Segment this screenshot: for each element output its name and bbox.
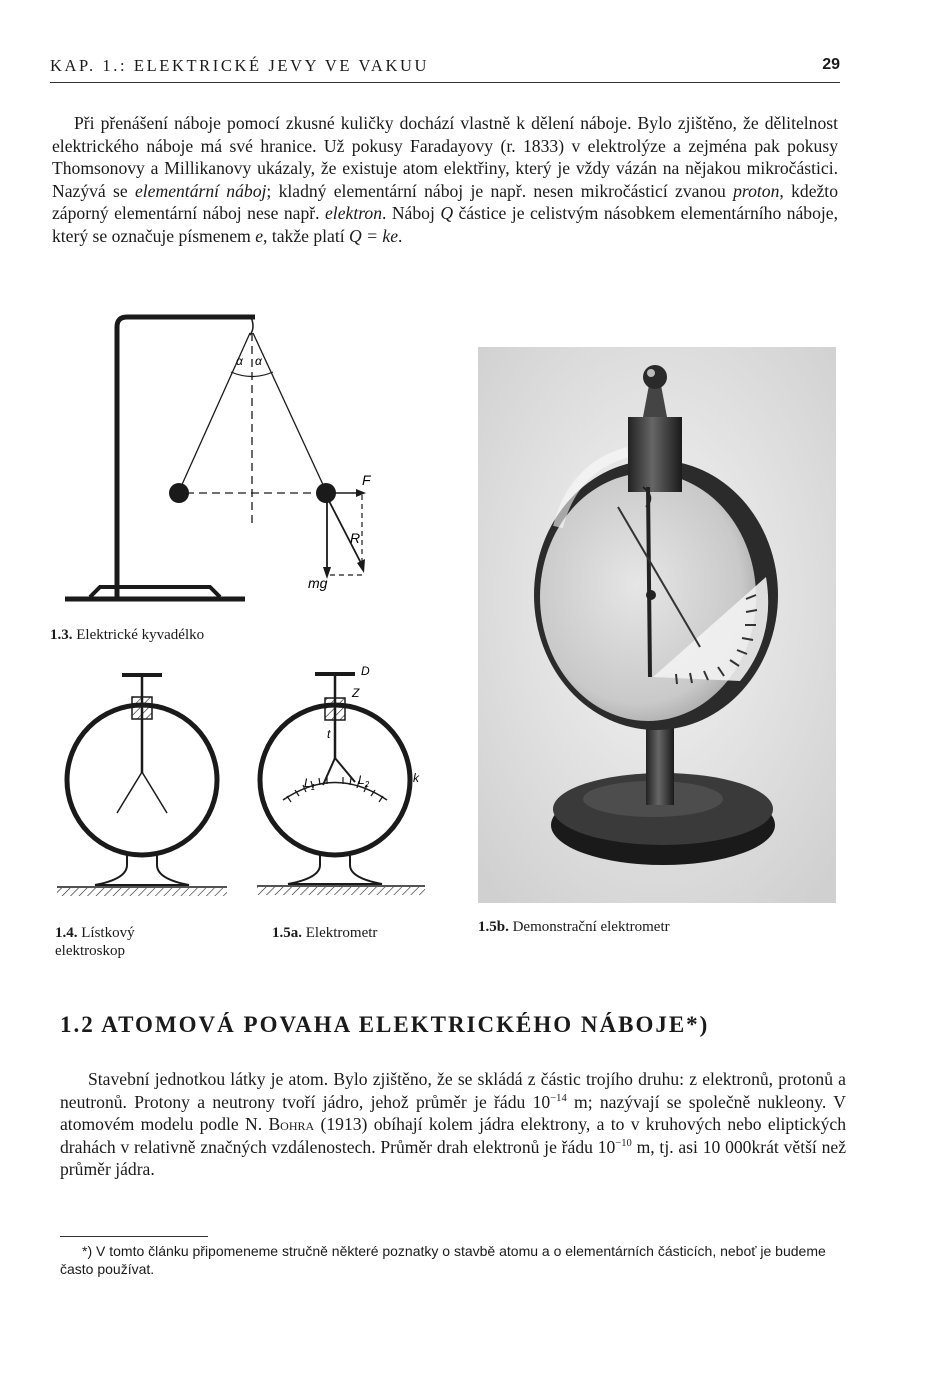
label-l1-sub: 1 [310,783,316,792]
label-weight: mg [308,575,328,591]
label-z: Z [352,686,360,700]
term-electron: elektron [325,203,382,223]
term-proton: proton [733,180,780,201]
exponent-minus-14: −14 [550,1092,567,1104]
body-text-2: m; nazývají se společně nukleony. V atomovém modelu podle N. [60,1091,846,1134]
caption-text: Elektrometr [302,925,378,941]
intro-text-7: . [398,225,403,246]
body-text-3: (1913) obíhají kolem jádra elektrony, a to v kruhových nebo eliptických drahách v relativně značných vzdálenostech. Průměr drah elektronů je řádu 10 [60,1114,846,1157]
var-q: Q [440,203,454,223]
label-alpha-right: α [255,354,262,368]
intro-text-6: , takže platí [263,225,350,246]
label-alpha-left: α [236,354,243,368]
body-text-1: Stavební jednotkou látky je atom. Bylo zjištěno, že se skládá z částic trojího druhu: z elektronů, protonů a neutronů. Protony a neutrony tvoří jádro, jehož průměr je řádu 10 [60,1069,846,1112]
running-head: KAP. 1.: ELEKTRICKÉ JEVY VE VAKUU [50,56,429,75]
caption-number: 1.5a. [272,925,302,941]
caption-text-line1: Lístkový [77,925,135,941]
term-elementary-charge: elementární náboj [134,180,267,201]
intro-text-5: částice je celistvým násobkem elementárního náboje, který se označuje písmenem [52,203,838,246]
page-number: 29 [822,56,840,73]
intro-text-4: . Náboj [382,203,441,223]
body-text-4: m, tj. asi 10 000krát větší než průměr jádra. [60,1136,847,1179]
caption-number: 1.4. [55,925,78,941]
figure-electric-pendulum [60,305,390,610]
caption-fig-1-4 [55,924,135,960]
caption-fig-1-3 [50,626,204,644]
figure-leaf-electroscope [55,665,230,910]
var-e: e [255,225,264,246]
label-l2-sub: 2 [364,780,370,789]
formula-q-ke: Q = ke [349,225,399,246]
section-title: 1.2 ATOMOVÁ POVAHA ELEKTRICKÉHO NÁBOJE*) [60,1012,710,1037]
intro-text-3: , kdežto záporný elementární náboj nese např. [52,180,838,223]
footnote: *) V tomto článku připomeneme stručně některé poznatky o stavbě atomu a o elementárních částicích, neboť je budeme často používat. [60,1243,826,1277]
label-t: t [327,727,331,741]
label-d: D [361,664,370,678]
label-k: k [413,771,419,785]
label-l2: L [358,773,365,787]
intro-text-1: Při přenášení náboje pomocí zkusné kuličky dochází vlastně k dělení náboje. Bylo zjištěno, že dělitelnost elektrického náboje má své hranice. Už pokusy Faradayovy (r. 1833) v elektrolýze a zejména pak pokusy Thomsonovy a Millikanovy ukázaly, že existuje atom elektřiny, který je vždy vázán na nějakou mikročástici. Nazývá se [52,113,838,201]
caption-text: Demonstrační elektrometr [508,919,670,935]
caption-text: Elektrické kyvadélko [72,627,205,643]
body-paragraph [60,1068,846,1181]
exponent-minus-10: −10 [615,1137,632,1149]
caption-text-line2: elektroskop [55,943,125,959]
label-reaction: R [350,530,361,546]
name-bohr: Bohra [268,1114,315,1134]
page-header [50,56,840,83]
label-force: F [362,472,371,488]
figure-demonstration-electrometer-photo [478,347,836,903]
figure-electrometer [255,660,430,910]
label-l1: L [304,776,311,790]
caption-fig-1-5b [478,918,670,936]
svg-text:L2 [358,773,370,789]
intro-paragraph [52,112,838,247]
svg-text:L1 [304,776,315,792]
caption-number: 1.3. [50,627,73,643]
caption-fig-1-5a [272,924,377,942]
caption-number: 1.5b. [478,919,509,935]
footnote-rule [60,1236,208,1237]
intro-text-2: ; kladný elementární náboj je např. nesen mikročásticí zvanou [266,180,734,201]
